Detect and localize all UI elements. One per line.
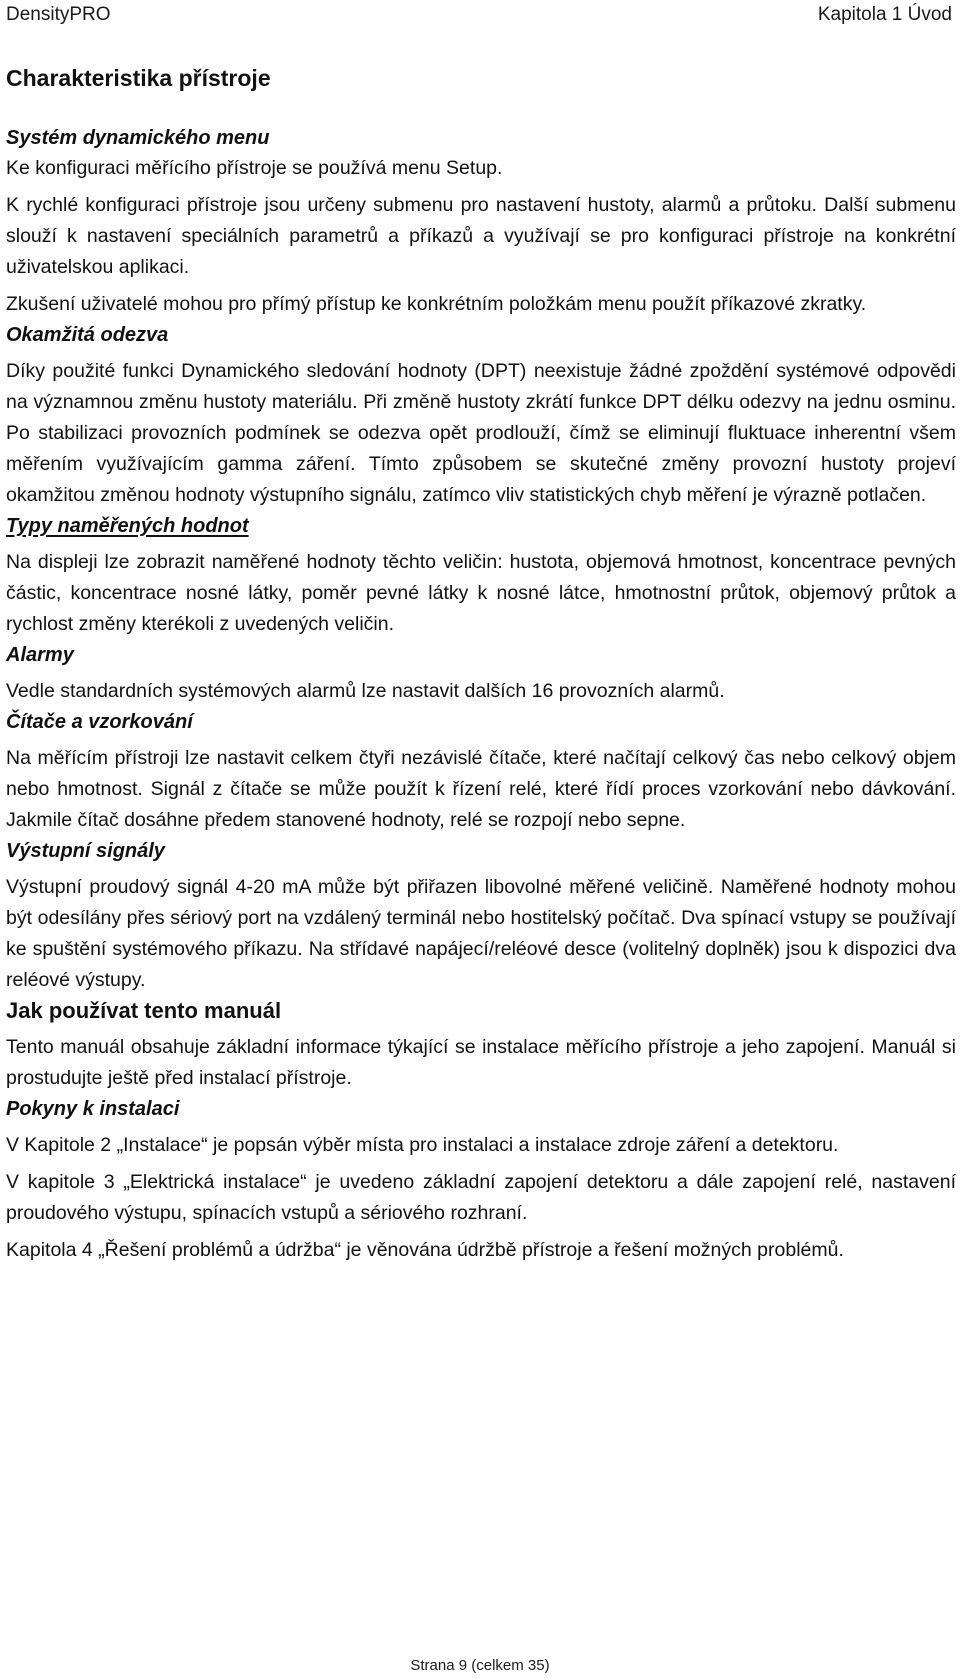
heading-output-signals: Výstupní signály (6, 840, 165, 862)
page-header (0, 0, 960, 30)
paragraph-installation-3: Kapitola 4 „Řešení problémů a údržba“ je věnována údržbě přístroje a řešení možných problémů. (6, 1239, 844, 1261)
paragraph-output-signals: Výstupní proudový signál 4-20 mA může být přiřazen libovolné měřené veličině. Naměřené hodnoty mohou být odesílány přes sériový port na vzdálený terminál nebo hostitelský počítač. Dva spínací vstupy se používají ke spuštění systémového příkazu. Na střídavé napájecí/reléové desce (volitelný doplněk) jsou k dispozici dva reléové výstupy. (6, 876, 956, 991)
page-title: Charakteristika přístroje (6, 65, 271, 91)
paragraph-how-to-use-manual: Tento manuál obsahuje základní informace týkající se instalace měřícího přístroje a jeho zapojení. Manuál si prostudujte ještě před instalací přístroje. (6, 1036, 956, 1089)
paragraph-dynamic-menu-2: K rychlé konfiguraci přístroje jsou určeny submenu pro nastavení hustoty, alarmů a průtoku. Další submenu slouží k nastavení speciálních parametrů a příkazů a využívají se pro konfiguraci přístroje na konkrétní uživatelskou aplikaci. (6, 194, 956, 278)
heading-measured-values: Typy naměřených hodnot (6, 515, 249, 537)
paragraph-installation-2: V kapitole 3 „Elektrická instalace“ je uvedeno základní zapojení detektoru a dále zapojení relé, nastavení proudového výstupu, spínacích vstupů a sériového rozhraní. (6, 1171, 956, 1224)
paragraph-instant-response: Díky použité funkci Dynamického sledování hodnoty (DPT) neexistuje žádné zpoždění systémové odpovědi na významnou změnu hustoty materiálu. Při změně hustoty zkrátí funkce DPT délku odezvy na jednu osminu. Po stabilizaci provozních podmínek se odezva opět prodlouží, čímž se eliminují fluktuace inherentní všem měřením využívajícím gamma záření. Tímto způsobem se skutečné změny provozní hustoty projeví okamžitou změnou hodnoty výstupního signálu, zatímco vliv statistických chyb měření je výrazně potlačen. (6, 360, 956, 506)
document-body (6, 54, 956, 1266)
paragraph-alarms: Vedle standardních systémových alarmů lze nastavit dalších 16 provozních alarmů. (6, 680, 725, 702)
paragraph-dynamic-menu-1: Ke konfiguraci měřícího přístroje se používá menu Setup. (6, 157, 503, 179)
heading-how-to-use-manual: Jak používat tento manuál (6, 998, 282, 1023)
paragraph-measured-values: Na displeji lze zobrazit naměřené hodnoty těchto veličin: hustota, objemová hmotnost, koncentrace pevných částic, koncentrace nosné látky, poměr pevné látky k nosné látce, hmotnostní průtok, objemový průtok a rychlost změny kterékoli z uvedených veličin. (6, 551, 956, 635)
paragraph-counters-sampling: Na měřícím přístroji lze nastavit celkem čtyři nezávislé čítače, které načítají celkový čas nebo celkový objem nebo hmotnost. Signál z čítače se může použít k řízení relé, které řídí proces vzorkování nebo dávkování. Jakmile čítač dosáhne předem stanovené hodnoty, relé se rozpojí nebo sepne. (6, 747, 956, 831)
heading-installation-instructions: Pokyny k instalaci (6, 1098, 180, 1120)
heading-instant-response: Okamžitá odezva (6, 324, 169, 346)
page-number: Strana 9 (celkem 35) (410, 1657, 550, 1674)
paragraph-installation-1: V Kapitole 2 „Instalace“ je popsán výběr místa pro instalaci a instalace zdroje záření a detektoru. (6, 1134, 839, 1156)
heading-dynamic-menu: Systém dynamického menu (6, 127, 270, 149)
heading-counters-sampling: Čítače a vzorkování (6, 711, 193, 733)
header-product-name: DensityPRO (6, 4, 111, 25)
heading-alarms: Alarmy (6, 644, 74, 666)
paragraph-dynamic-menu-3: Zkušení uživatelé mohou pro přímý přístup ke konkrétním položkám menu použít příkazové zkratky. (6, 293, 867, 315)
header-chapter: Kapitola 1 Úvod (817, 4, 952, 25)
